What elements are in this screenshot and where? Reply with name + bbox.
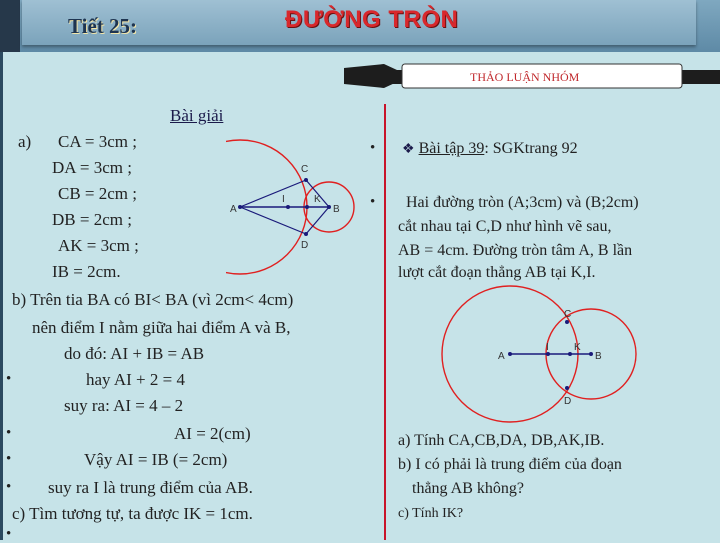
point-label-i: I <box>546 342 549 353</box>
point-label-c: C <box>301 164 309 175</box>
point-label-c: C <box>564 309 572 320</box>
question-b-line-2: thẳng AB không? <box>412 480 524 497</box>
part-b-line-3: do đó: AI + IB = AB <box>64 344 205 363</box>
problem-line-3: AB = 4cm. Đường tròn tâm A, B lần <box>398 242 633 259</box>
exercise-source: : SGKtrang 92 <box>484 140 578 157</box>
exercise-heading <box>402 140 578 158</box>
part-b-line-5: suy ra: AI = 4 – 2 <box>64 396 184 415</box>
point-label-d: D <box>301 240 309 251</box>
part-b-line-2: nên điểm I nằm giữa hai điểm A và B, <box>32 318 291 337</box>
point-label-k: K <box>574 342 581 353</box>
question-b-line-1: b) I có phải là trung điểm của đoạn <box>398 456 622 473</box>
answer-line-ca: CA = 3cm ; <box>58 132 138 151</box>
point-label-k: K <box>314 194 321 205</box>
bullet-dot-icon: • <box>6 425 12 441</box>
problem-line-4: lượt cắt đoạn thẳng AB tại K,I. <box>398 264 596 281</box>
left-edge-bar <box>0 52 3 540</box>
answer-line-ib: IB = 2cm. <box>52 262 121 281</box>
header-accent <box>0 0 20 52</box>
exercise-link[interactable]: Bài tập 39 <box>418 140 485 157</box>
answer-line-ak: AK = 3cm ; <box>58 236 139 255</box>
page-title: ĐƯỜNG TRÒN <box>285 6 459 33</box>
question-c: c) Tính IK? <box>398 506 464 521</box>
bullet-dot-icon: • <box>370 194 376 210</box>
bullet-dot-icon: • <box>6 371 12 387</box>
circles-figure-right <box>436 282 646 432</box>
point-label-a: A <box>230 204 237 215</box>
part-b-line-8: suy ra I là trung điểm của AB. <box>48 478 253 497</box>
lesson-label: Tiết 25: <box>68 14 138 38</box>
discuss-label: THẢO LUẬN NHÓM <box>470 70 580 84</box>
circles-figure-left <box>226 134 356 278</box>
answer-line-da: DA = 3cm ; <box>52 158 132 177</box>
solution-heading: Bài giải <box>170 106 224 125</box>
answer-line-db: DB = 2cm ; <box>52 210 132 229</box>
problem-line-1: Hai đường tròn (A;3cm) và (B;2cm) <box>406 194 639 211</box>
part-b-line-6: AI = 2(cm) <box>174 424 251 443</box>
part-a-label: a) <box>18 132 32 151</box>
point-label-a: A <box>498 351 505 362</box>
bullet-dot-icon: • <box>6 479 12 495</box>
part-b-line-4: hay AI + 2 = 4 <box>86 370 185 389</box>
bullet-dot-icon: • <box>6 526 12 542</box>
bullet-dot-icon: • <box>6 451 12 467</box>
answer-line-cb: CB = 2cm ; <box>58 184 138 203</box>
question-a: a) Tính CA,CB,DA, DB,AK,IB. <box>398 432 605 449</box>
point-label-i: I <box>282 194 285 205</box>
bullet-dot-icon: • <box>370 140 376 156</box>
point-label-b: B <box>595 351 602 362</box>
point-label-b: B <box>333 204 340 215</box>
part-b-line-7: Vậy AI = IB (= 2cm) <box>84 450 228 469</box>
column-divider <box>384 104 386 540</box>
point-label-d: D <box>564 396 572 407</box>
diamond-bullet-icon: ❖ <box>402 142 415 157</box>
part-b-line-1: b) Trên tia BA có BI< BA (vì 2cm< 4cm) <box>12 290 294 309</box>
problem-line-2: cắt nhau tại C,D như hình vẽ sau, <box>398 218 612 235</box>
part-c-line: c) Tìm tương tự, ta được IK = 1cm. <box>12 504 253 523</box>
